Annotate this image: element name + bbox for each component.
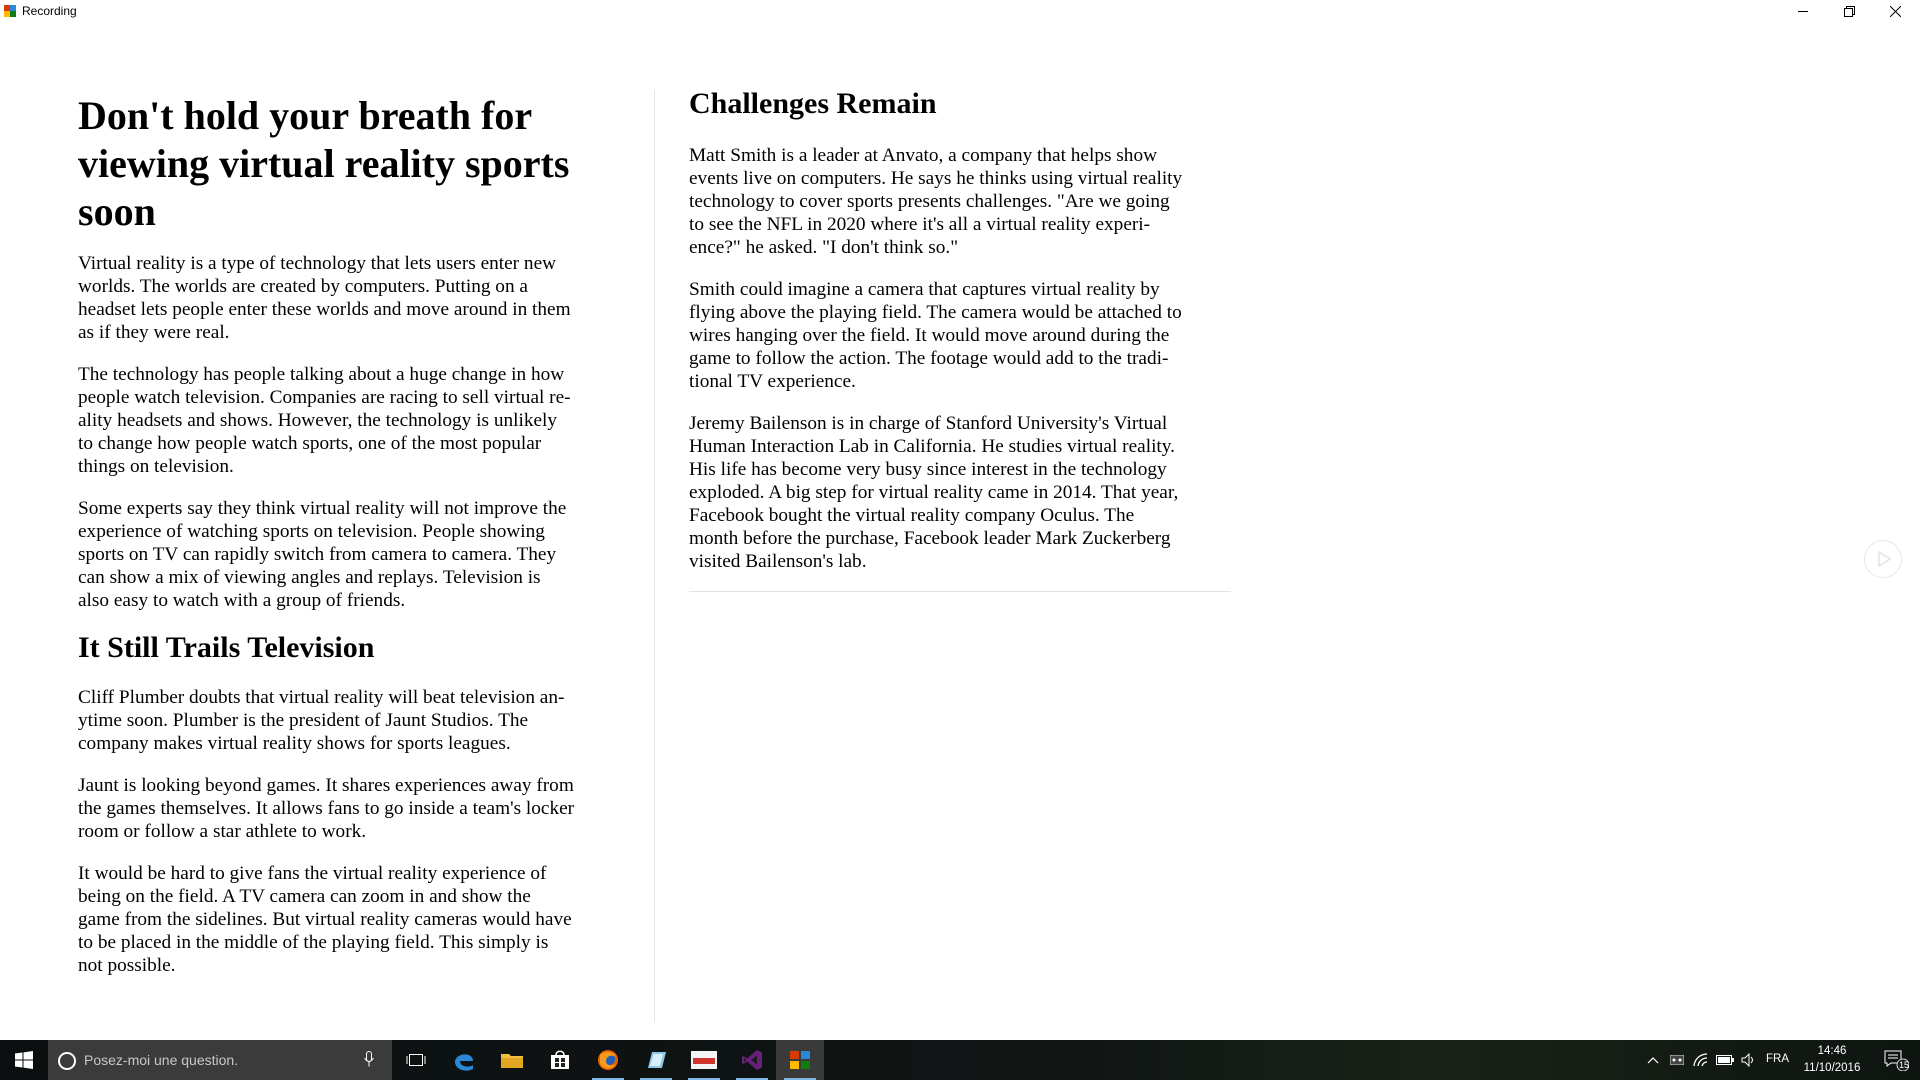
show-hidden-icons-button[interactable] bbox=[1643, 1040, 1663, 1080]
close-button[interactable] bbox=[1872, 0, 1918, 22]
end-of-article-rule bbox=[689, 591, 1231, 592]
paragraph: Matt Smith is a leader at Anvato, a company that helps show events live on computers. He says he thinks using virtual reality technology to cover sports presents challenges. "Are we going to see the NFL in 2020 where it's all a virtual reality experi- ence?" he asked. "I don't think so." bbox=[689, 145, 1183, 258]
taskbar-app-file-explorer[interactable] bbox=[488, 1040, 536, 1080]
task-view-button[interactable] bbox=[392, 1040, 440, 1080]
media-app-icon bbox=[691, 1050, 717, 1070]
minimize-button[interactable] bbox=[1780, 0, 1826, 22]
search-placeholder: Posez-moi une question. bbox=[84, 1052, 239, 1068]
speaker-icon bbox=[1741, 1053, 1757, 1067]
microphone-icon bbox=[364, 1051, 374, 1067]
search-input[interactable] bbox=[48, 1040, 392, 1080]
taskbar-app-firefox[interactable] bbox=[584, 1040, 632, 1080]
title-line: soon bbox=[78, 189, 156, 234]
network-button[interactable] bbox=[1689, 1040, 1713, 1080]
chevron-up-icon bbox=[1647, 1056, 1659, 1064]
play-arrow-icon bbox=[1865, 541, 1901, 577]
recording-app-icon bbox=[790, 1051, 810, 1069]
edge-icon bbox=[453, 1049, 475, 1071]
firefox-icon bbox=[597, 1049, 619, 1071]
taskbar-app-store[interactable] bbox=[536, 1040, 584, 1080]
next-page-button[interactable] bbox=[1864, 540, 1902, 578]
volume-button[interactable] bbox=[1737, 1040, 1761, 1080]
taskbar bbox=[0, 1040, 1920, 1080]
paragraph: Smith could imagine a camera that captures virtual reality by flying above the playing field. The camera would be attached to wires hanging over the field. It would move around during the game to follow the action. The footage would add to the tradi- tional TV experience. bbox=[689, 279, 1182, 392]
window-title: Recording bbox=[22, 4, 77, 18]
clock-date: 11/10/2016 bbox=[1803, 1062, 1861, 1074]
taskbar-app-notepad[interactable] bbox=[632, 1040, 680, 1080]
clock[interactable] bbox=[1784, 1043, 1880, 1077]
windows-logo-icon bbox=[15, 1051, 33, 1069]
action-center-button[interactable] bbox=[1872, 1040, 1920, 1080]
store-bag-icon bbox=[550, 1050, 570, 1070]
notepad-icon bbox=[645, 1050, 667, 1070]
article-title bbox=[78, 92, 623, 236]
title-line: viewing virtual reality sports bbox=[78, 141, 570, 186]
battery-button[interactable] bbox=[1713, 1040, 1737, 1080]
paragraph: Cliff Plumber doubts that virtual reality will beat television an- ytime soon. Plumber is the president of Jaunt Studios. The company makes virtual reality shows for sports leagues. bbox=[78, 687, 565, 754]
taskbar-app-recording[interactable] bbox=[776, 1040, 824, 1080]
title-bar bbox=[0, 0, 1920, 24]
taskbar-app-media[interactable] bbox=[680, 1040, 728, 1080]
reading-page bbox=[0, 24, 1920, 1040]
input-language[interactable]: FRA bbox=[1766, 1053, 1789, 1065]
cortana-icon bbox=[58, 1052, 76, 1070]
taskbar-app-edge[interactable] bbox=[440, 1040, 488, 1080]
start-button[interactable] bbox=[0, 1040, 48, 1080]
tray-app-button[interactable] bbox=[1665, 1040, 1689, 1080]
folder-icon bbox=[501, 1051, 523, 1069]
clock-time: 14:46 bbox=[1817, 1045, 1847, 1057]
section-heading: Challenges Remain bbox=[689, 87, 937, 120]
visual-studio-icon bbox=[741, 1049, 763, 1071]
paragraph: The technology has people talking about a huge change in how people watch television. Companies are racing to sell virtual re- ality headsets and shows. However, the technology is unlikely to change how people watch sports, one of the most popular things on television. bbox=[78, 364, 571, 477]
paragraph: Some experts say they think virtual reality will not improve the experience of watching sports on television. People showing sports on TV can rapidly switch from camera to camera. They can show a mix of viewing angles and replays. Television is also easy to watch with a group of friends. bbox=[78, 498, 567, 611]
paragraph: Virtual reality is a type of technology that lets users enter new worlds. The worlds are created by computers. Putting on a headset lets people enter these worlds and move around in them as if they were real. bbox=[78, 253, 571, 343]
paragraph: It would be hard to give fans the virtual reality experience of being on the field. A TV camera can zoom in and show the game from the sidelines. But virtual reality cameras would have to be placed in the middle of the playing field. This simply is not possible. bbox=[78, 863, 572, 976]
restore-button[interactable] bbox=[1826, 0, 1872, 22]
column-divider bbox=[654, 90, 655, 1022]
title-line: Don't hold your breath for bbox=[78, 93, 533, 138]
recording-app-icon bbox=[4, 5, 16, 17]
minimize-icon bbox=[1798, 6, 1808, 16]
section-heading: It Still Trails Television bbox=[78, 631, 375, 664]
wifi-icon bbox=[1693, 1053, 1709, 1067]
paragraph: Jaunt is looking beyond games. It shares experiences away from the games themselves. It allows fans to go inside a team's locker room or follow a star athlete to work. bbox=[78, 775, 575, 842]
paragraph: Jeremy Bailenson is in charge of Stanford University's Virtual Human Interaction Lab in California. He studies virtual reality. His life has become very busy since interest in the technology exploded. A big step for virtual reality came in 2014. That year, Facebook bought the virtual reality company Oculus. The month before the purchase, Facebook leader Mark Zuckerberg visited Bailenson's lab. bbox=[689, 413, 1179, 572]
task-view-icon bbox=[406, 1052, 426, 1068]
close-icon bbox=[1890, 6, 1901, 17]
tray-app-icon bbox=[1670, 1055, 1684, 1065]
taskbar-app-visual-studio[interactable] bbox=[728, 1040, 776, 1080]
notification-count: 15 bbox=[1898, 1060, 1909, 1070]
battery-icon bbox=[1716, 1055, 1734, 1065]
restore-icon bbox=[1844, 6, 1855, 17]
